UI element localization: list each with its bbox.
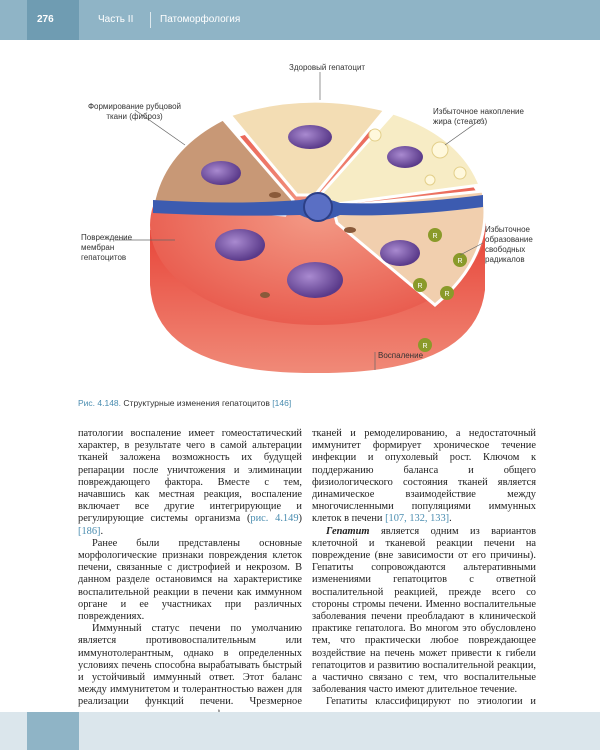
text-run: патологии воспаление имеет гомеостатический характер, в результате чего в самой альтерации тканей заложена возможность их будущей репарации после уничтожения и элиминации повреждающего фактора. Вместе с тем, начавшись как местная реакция, воспаление включает все другие интегрирующие и регулирующие системы организма (: [78, 428, 302, 525]
radical-marker: R: [417, 283, 423, 290]
nucleus-radicals: [380, 240, 420, 266]
fat-droplet: [369, 129, 381, 141]
mitochondrion: [269, 192, 281, 198]
label-fibrosis-line: ткани (фиброз): [106, 112, 163, 121]
section-title: Патоморфология: [160, 14, 241, 25]
figure-link[interactable]: рис. 4.149: [250, 513, 299, 525]
text-column-right: [312, 428, 536, 721]
part-label: Часть II: [98, 14, 134, 25]
mitochondrion: [260, 292, 270, 298]
radical-marker: R: [422, 343, 428, 350]
fat-droplet: [454, 167, 466, 179]
header-divider: [150, 12, 151, 28]
label-steatosis-line: жира (стеатоз): [433, 117, 488, 126]
hepatocyte-figure: [75, 55, 570, 390]
nucleus-healthy: [288, 125, 332, 149]
page-number: 276: [37, 14, 54, 25]
label-steatosis-line: Избыточное накопление: [433, 107, 524, 116]
nucleus-membrane: [215, 229, 265, 261]
radical-marker: R: [444, 291, 450, 298]
label-membrane-line: мембран: [81, 243, 115, 252]
page-number-box: [27, 0, 79, 40]
citation-link[interactable]: [107, 132, 133]: [385, 513, 450, 525]
caption-ref[interactable]: [146]: [272, 398, 292, 408]
nucleus-fibrosis: [201, 161, 241, 185]
text-run: .: [100, 525, 104, 537]
label-radicals-line: образование: [485, 235, 533, 244]
label-inflammation: Воспаление: [378, 351, 424, 360]
label-radicals: [485, 225, 533, 265]
label-radicals-line: свободных: [485, 245, 526, 254]
fat-droplet: [425, 175, 435, 185]
text-run: является одним из вариантов клеточной и тканевой реакции печени на повреждение (вне зависимости от его причины). Гепатиты сопровождаются альтеративными изменениями гепатоцитов с ответной воспалительной реакцией, прежде всего со стороны стромы печени. Именно воспалительные заболевания печени преобладают в клинической практике гепатолога. Во многом это обусловлено тем, что практически любое повреждающее воздействие на печень может привести к гибели гепатоцитов и развитию воспалительной реакции, а частично связано с тем, что воспалительные заболевания часто имеют длительное течение.: [312, 525, 536, 696]
text-run: тканей и ремоделированию, а недостаточный иммунитет формирует хроническое течение инфекции и опухолевый рост. Ключом к поддержанию баланса и общего физиологического состояния тканей является динамическое взаимодействие между многочисленными популяциями иммунных клеток в печени: [312, 428, 536, 525]
citation-link[interactable]: [186]: [78, 525, 101, 537]
radical-marker: R: [432, 233, 438, 240]
label-fibrosis: [77, 102, 192, 122]
paragraph: [312, 526, 536, 697]
text-run: ): [298, 513, 302, 525]
paragraph: Ранее были представлены основные морфологические признаки повреждения клеток печени, связанные с дистрофией и некрозом. В данном разделе остановимся на характеристике воспалительной реакции в печени как иммунном органе и ее участниках при различных повреждениях.: [78, 537, 302, 623]
label-radicals-line: Избыточное: [485, 225, 530, 234]
paragraph: Иммунный статус печени по умолчанию является противовоспалительным или иммунотолерантным, однако в определенных условиях печень способна вырабатывать быстрый и устойчивый иммунный ответ. Этот баланс между иммунитетом и толерантностью важен для реализации функций печени. Чрезмерное: [78, 623, 302, 708]
term-hepatitis: Гепатит: [326, 525, 370, 537]
running-header: [0, 0, 600, 40]
text-run: .: [449, 513, 452, 525]
paragraph: [78, 428, 302, 538]
label-membrane: [81, 233, 132, 263]
central-vein: [304, 193, 332, 221]
page-footer: [0, 712, 600, 750]
caption-text: Структурные изменения гепатоцитов: [123, 398, 270, 408]
label-membrane-line: Повреждение: [81, 233, 133, 242]
radical-marker: R: [457, 258, 463, 265]
paragraph: [312, 428, 536, 526]
label-radicals-line: радикалов: [485, 255, 525, 264]
caption-number: Рис. 4.148.: [78, 398, 122, 408]
label-steatosis: [433, 107, 524, 127]
label-fibrosis-line: Формирование рубцовой: [87, 102, 182, 111]
footer-accent: [27, 712, 79, 750]
label-membrane-line: гепатоцитов: [81, 253, 127, 262]
figure-caption: [78, 398, 291, 408]
nucleus-steatosis: [387, 146, 423, 168]
nucleus-inflammation: [287, 262, 343, 298]
label-healthy: Здоровый гепатоцит: [289, 63, 366, 72]
paragraph: Гепатиты классифицируют по этиологии и: [326, 696, 536, 708]
text-column-left: [78, 428, 302, 745]
mitochondrion: [344, 227, 356, 233]
